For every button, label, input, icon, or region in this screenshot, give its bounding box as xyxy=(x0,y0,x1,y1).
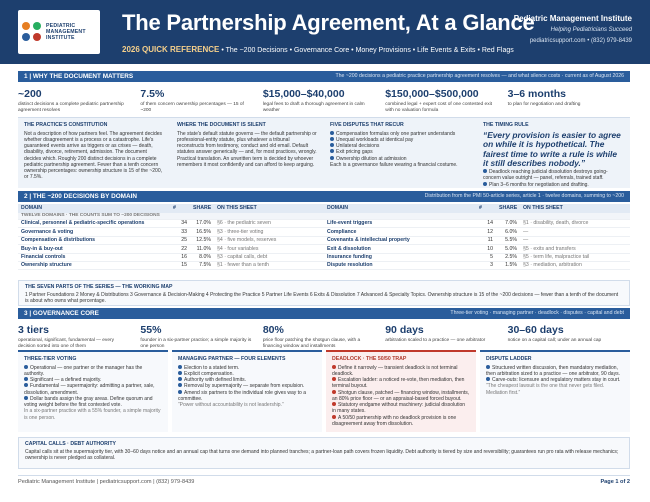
list-item-text: Significant — a defined majority. xyxy=(30,377,102,383)
column-note: Each is a governance failure wearing a financial costume. xyxy=(330,161,458,168)
logo-mark-icon xyxy=(22,22,42,42)
disputes-column xyxy=(324,118,477,188)
table-cell: Compliance xyxy=(324,228,476,236)
list-item-text: Shotgun clause, patched — financing window, installments, an 80% price floor — or an appraisal-based forced buyout. xyxy=(332,389,470,402)
dispute-ladder-column xyxy=(480,350,630,432)
bullet-icon xyxy=(332,377,336,381)
table-cell: 33 xyxy=(170,228,190,236)
table-cell: 12 xyxy=(476,228,496,236)
table-row xyxy=(18,236,630,244)
stat-value: 3–6 months xyxy=(507,88,566,100)
list-item xyxy=(24,396,162,409)
table-cell: Covenants & intellectual property xyxy=(324,236,476,244)
column-header: DOMAIN xyxy=(18,204,170,213)
table-cell: 14 xyxy=(476,220,496,228)
column-header: DOMAIN xyxy=(324,204,476,213)
stat-label: notice on a capital call; under an annual cap xyxy=(507,338,602,344)
list-item xyxy=(332,415,470,428)
deadlock-column xyxy=(326,350,476,432)
stat-label: operational, significant, fundamental — every decision sorted into one of them xyxy=(18,338,114,350)
list-item xyxy=(24,383,162,396)
column-note: “Power without accountability is not leadership.” xyxy=(178,402,284,408)
list-item-text: Carve-outs: licensure and regulatory matters stay in court. xyxy=(492,377,621,383)
column-heading: FIVE DISPUTES THAT RECUR xyxy=(330,122,404,128)
stat xyxy=(18,324,140,350)
bullet-icon xyxy=(178,371,182,375)
list-item xyxy=(486,365,624,378)
callout-text: 1 Partner Foundations 2 Money & Distributions 3 Governance & Decision-Making 4 Protecting the Practice 5 Partner Life Events 6 Exits & Dissolution 7 Advanced & Specialty Topics. Ownership structure is 15 of the ~200 decisions — fewer than a tenth of the document is about who owns what percentage. xyxy=(25,291,619,304)
section-3-band xyxy=(18,308,630,319)
column-heading: THREE-TIER VOTING xyxy=(24,356,77,362)
table-cell: — xyxy=(520,228,630,236)
table-row xyxy=(18,253,630,261)
stat-value: $15,000–$40,000 xyxy=(262,88,345,100)
callout-text: Capital calls sit at the supermajority tier, with 30–60 days notice and an annual cap that turns one demand into planned tranches; a partner-loan path covers frozen liquidity. Debt authority is tiered by size and reversibility; guarantees run pro rata with release mechanics; ownership is never pledged as collateral. xyxy=(25,448,619,461)
bullet-icon xyxy=(332,365,336,369)
stat-label: combined legal + expert cost of one contested exit with no valuation formula xyxy=(385,102,493,114)
page-header xyxy=(0,0,650,64)
stat-value: ~200 xyxy=(18,88,42,100)
section-note: The ~200 decisions a pediatric practice partnership agreement resolves — and what silence costs · current as of August 2026 xyxy=(335,73,624,80)
stat-value: 90 days xyxy=(385,324,424,336)
org-tagline: Helping Pediatricians Succeed xyxy=(550,27,632,33)
table-cell: §1 · fewer than a tenth xyxy=(214,261,324,269)
table-cell: §4 · four variables xyxy=(214,245,324,253)
stat-label: founder in a six-partner practice; a simple majority is one person xyxy=(140,338,252,350)
bullet-icon xyxy=(24,377,28,381)
callout-heading: THE SEVEN PARTS OF THE SERIES — THE WORKING MAP xyxy=(25,284,173,290)
table-cell: 15 xyxy=(170,261,190,269)
callout-heading: CAPITAL CALLS · DEBT AUTHORITY xyxy=(25,441,116,447)
logo xyxy=(18,10,100,54)
column-text: Not a description of how partners feel. The agreement decides whether disagreement is a process or a catastrophe. Life's guaranteed events arrive as triggers or as crises — death, disability, divorce, retirement, admission. The document decides which. Roughly 200 distinct decisions in a complete pediatric partnership agreement. Fewer than a tenth concern ownership percentages: ownership structure is 15 of the ~200, or 7.5%. xyxy=(24,130,163,181)
table-cell: 3 xyxy=(476,261,496,269)
stat xyxy=(140,324,262,350)
timing-column xyxy=(477,118,630,188)
header-subline xyxy=(122,45,514,56)
governance-columns xyxy=(18,350,630,432)
column-header: SHARE xyxy=(496,204,520,213)
column-heading: DEADLOCK · THE 50/50 TRAP xyxy=(332,356,407,362)
table-cell: 25 xyxy=(170,236,190,244)
logo-line: MANAGEMENT xyxy=(46,28,86,35)
table-cell: 16.5% xyxy=(190,228,214,236)
page-number: Page 1 of 2 xyxy=(600,479,630,485)
list-item-text: Plan 3–6 months for negotiation and drafting. xyxy=(489,181,589,188)
column-note: “The cheapest lawsuit is the one that never gets filed. Mediation first.” xyxy=(486,383,605,396)
section-note: Three-tier voting · managing partner · deadlock · disputes · capital and debt xyxy=(450,310,624,317)
table-cell: 5 xyxy=(476,253,496,261)
edition-label: 2026 QUICK REFERENCE xyxy=(122,45,220,54)
page-footer xyxy=(18,475,630,489)
table-cell: Clinical, personnel & pediatric-specific operations xyxy=(18,220,170,228)
bullet-icon xyxy=(178,383,182,387)
bullet-icon xyxy=(483,169,487,173)
list-item-text: Explicit compensation. xyxy=(184,370,234,377)
stat-label: legal fees to draft a thorough agreement in calm weather xyxy=(262,102,365,114)
bullet-icon xyxy=(483,182,487,186)
stat xyxy=(18,88,140,114)
list-item-text: Unilateral decisions xyxy=(336,143,380,149)
bullet-icon xyxy=(24,365,28,369)
table-row xyxy=(18,228,630,236)
column-text: The state's default statute governs — the default partnership or professional-entity statute, plus whatever a tribunal reconstructs from testimony, conduct and old email. Default statutes answer generically — and, for most practices, wrongly. Practical translation. An unwritten term is decided by whoever remembers it most confidently and can afford to keep arguing. xyxy=(177,130,317,168)
bullet-icon xyxy=(486,365,490,369)
stat-label: arbitration scaled to a practice — one arbitrator xyxy=(385,338,486,344)
section-title: 2 | THE ~200 DECISIONS BY DOMAIN xyxy=(24,192,138,200)
table-cell: 11 xyxy=(476,236,496,244)
list-item xyxy=(332,365,470,378)
table-cell: Governance & voting xyxy=(18,228,170,236)
column-header: ON THIS SHEET xyxy=(214,204,324,213)
stat-label: price floor patching the shotgun clause, with a financing window and installments xyxy=(262,338,361,350)
list-item-text: Unequal workloads at identical pay xyxy=(336,136,414,143)
table-cell: 12.5% xyxy=(190,236,214,244)
list-item-text: Amend six partners to the individual role gives way to a committee. xyxy=(178,389,307,402)
list-item-text: Statutory endgame without machinery: judicial dissolution in many states. xyxy=(332,402,466,415)
table-cell: §3 · three-tier voting xyxy=(214,228,324,236)
bullet-icon xyxy=(24,383,28,387)
table-cell: 2.5% xyxy=(496,253,520,261)
column-heading: WHERE THE DOCUMENT IS SILENT xyxy=(177,122,266,128)
logo-line: INSTITUTE xyxy=(46,35,75,42)
table-cell: 11.0% xyxy=(190,245,214,253)
section-1-columns xyxy=(18,117,630,188)
series-map-callout xyxy=(18,280,630,306)
list-item-text: Election to a stated term. xyxy=(184,364,240,371)
org-contact: pediatricsupport.com • (832) 979-8439 xyxy=(529,37,632,44)
column-heading: DISPUTE LADDER xyxy=(486,356,532,362)
table-cell: Ownership structure xyxy=(18,261,170,269)
org-name: Pediatric Management Institute xyxy=(513,14,632,23)
domain-table xyxy=(18,204,630,270)
stat-value: $150,000–$500,000 xyxy=(385,88,479,100)
table-row xyxy=(18,220,630,228)
table-row xyxy=(18,245,630,253)
table-cell: 17.0% xyxy=(190,220,214,228)
list-item-text: Removal by supermajority — separate from expulsion. xyxy=(184,383,305,390)
column-heading: THE PRACTICE'S CONSTITUTION xyxy=(24,122,108,128)
section-2-band xyxy=(18,191,630,202)
stat xyxy=(140,88,262,114)
table-cell: 1.5% xyxy=(496,261,520,269)
table-header-row xyxy=(18,204,630,213)
table-row xyxy=(18,261,630,269)
list-item-text: Operational — one partner or the manager has the authority. xyxy=(24,364,143,377)
column-heading: MANAGING PARTNER — FOUR ELEMENTS xyxy=(178,356,286,362)
bullet-icon xyxy=(330,143,334,147)
table-cell: Dispute resolution xyxy=(324,261,476,269)
column-header: SHARE xyxy=(190,204,214,213)
list-item xyxy=(178,390,316,403)
bullet-icon xyxy=(332,415,336,419)
silent-column xyxy=(171,118,324,188)
topics-list: • The ~200 Decisions • Governance Core • Money Provisions • Life Events & Exits • Red Flags xyxy=(221,47,514,54)
constitution-column xyxy=(18,118,171,188)
table-cell: — xyxy=(520,236,630,244)
list-item-text: Define it narrowly — transient deadlock is not terminal deadlock. xyxy=(332,364,458,377)
list-item-text: Ownership dilution at admission xyxy=(336,155,407,162)
list-item-text: Fundamental — supermajority: admitting a partner, sale, dissolution, amendment. xyxy=(24,383,155,396)
bullet-icon xyxy=(178,390,182,394)
group-row xyxy=(18,213,630,220)
bullet-icon xyxy=(330,149,334,153)
stat xyxy=(263,324,385,350)
bullet-icon xyxy=(330,156,334,160)
footer-contact: Pediatric Management Institute | pediatricsupport.com | (832) 979-8439 xyxy=(18,479,195,485)
group-label: TWELVE DOMAINS · THE COUNTS SUM TO ~200 DECISIONS xyxy=(18,213,630,220)
table-cell: 7.0% xyxy=(496,220,520,228)
stat xyxy=(508,324,630,350)
bullet-icon xyxy=(330,137,334,141)
stat-label: distinct decisions a complete pediatric partnership agreement resolves xyxy=(18,102,124,114)
table-cell: 10 xyxy=(476,245,496,253)
bullet-icon xyxy=(330,131,334,135)
table-cell: §6 · the pediatric seven xyxy=(214,220,324,228)
table-cell: 16 xyxy=(170,253,190,261)
table-cell: Buy-in & buy-out xyxy=(18,245,170,253)
list-item xyxy=(332,402,470,415)
table-cell: §3 · capital calls, debt xyxy=(214,253,324,261)
table-cell: 22 xyxy=(170,245,190,253)
page-title: The Partnership Agreement, At a Glance xyxy=(122,10,535,35)
table-cell: §1 · disability, death, divorce xyxy=(520,220,630,228)
table-cell: 5.0% xyxy=(496,245,520,253)
column-header: # xyxy=(170,204,190,213)
capital-calls-callout xyxy=(18,437,630,469)
managing-partner-column xyxy=(172,350,322,432)
table-cell: §5 · term life, malpractice tail xyxy=(520,253,630,261)
list-item xyxy=(483,182,624,188)
list-item-text: Authority with defined limits. xyxy=(184,377,246,383)
table-cell: 34 xyxy=(170,220,190,228)
stat-value: 80% xyxy=(262,324,284,336)
list-item xyxy=(332,390,470,403)
list-item-text: Dollar bands assign the gray areas. Define quorum and voting weight before the first contested vote. xyxy=(24,395,153,408)
table-cell: Life-event triggers xyxy=(324,220,476,228)
three-tier-voting-column xyxy=(18,350,168,432)
logo-line: PEDIATRIC xyxy=(46,22,76,29)
bullet-icon xyxy=(178,365,182,369)
stat xyxy=(263,88,385,114)
bullet-icon xyxy=(178,377,182,381)
list-item-text: Structured written discussion, then mandatory mediation, then arbitration sized to a practice — one arbitrator, 90 days. xyxy=(486,364,620,377)
stat-value: 30–60 days xyxy=(507,324,564,336)
list-item xyxy=(483,169,624,182)
section-1-band xyxy=(18,71,630,82)
stat xyxy=(385,324,507,350)
stat-label: of them concern ownership percentages — 15 of ~200 xyxy=(140,102,244,114)
stat-label: to plan for negotiation and drafting xyxy=(507,102,581,108)
section-1-stats xyxy=(18,88,630,114)
column-heading: THE TIMING RULE xyxy=(483,122,529,128)
list-item xyxy=(24,365,162,378)
stat xyxy=(508,88,630,114)
stat-value: 55% xyxy=(140,324,162,336)
list-item xyxy=(332,377,470,390)
table-cell: 8.0% xyxy=(190,253,214,261)
table-cell: §4 · five models, reserves xyxy=(214,236,324,244)
table-cell: Exit & dissolution xyxy=(324,245,476,253)
stat-value: 3 tiers xyxy=(18,324,49,336)
table-cell: §5 · exits and transfers xyxy=(520,245,630,253)
bullet-icon xyxy=(486,377,490,381)
logo-text xyxy=(46,23,86,42)
section-note: Distribution from the PMI 50-article series, article 1 · twelve domains, summing to ~200 xyxy=(424,193,624,200)
stat-value: 7.5% xyxy=(140,88,165,100)
table-cell: §3 · mediation, arbitration xyxy=(520,261,630,269)
table-cell: 6.0% xyxy=(496,228,520,236)
list-item-text: Escalation ladder: a noticed re-vote, then mediation, then terminal buyout. xyxy=(332,377,465,390)
table-cell: Insurance funding xyxy=(324,253,476,261)
list-item-text: Compensation formulas only one partner understands xyxy=(336,130,456,137)
column-header: ON THIS SHEET xyxy=(520,204,630,213)
list-item-text: A 50/50 partnership with no deadlock provision is one disagreement away from dissolution. xyxy=(332,414,457,427)
header-org-block xyxy=(514,14,632,45)
stat xyxy=(385,88,507,114)
bullet-icon xyxy=(24,396,28,400)
bullet-icon xyxy=(332,390,336,394)
section-3-stats xyxy=(18,324,630,350)
column-note: In a six-partner practice with a 55% founder, a simple majority is one person. xyxy=(24,408,161,421)
table-cell: 7.5% xyxy=(190,261,214,269)
section-title: 1 | WHY THE DOCUMENT MATTERS xyxy=(24,72,134,80)
table-cell: 5.5% xyxy=(496,236,520,244)
table-cell: Compensation & distributions xyxy=(18,236,170,244)
bullet-icon xyxy=(332,402,336,406)
list-item-text: Deadlock reaching judicial dissolution destroys going-concern value outright — panel, referrals, trained staff. xyxy=(483,169,608,182)
timing-quote: “Every provision is easier to agree on while it is hypothetical. The fairest time to write a rule is while it still describes nobody.” xyxy=(483,129,621,169)
column-header: # xyxy=(476,204,496,213)
list-item-text: Exit pricing gaps xyxy=(336,149,373,156)
section-title: 3 | GOVERNANCE CORE xyxy=(24,309,99,317)
table-cell: Financial controls xyxy=(18,253,170,261)
